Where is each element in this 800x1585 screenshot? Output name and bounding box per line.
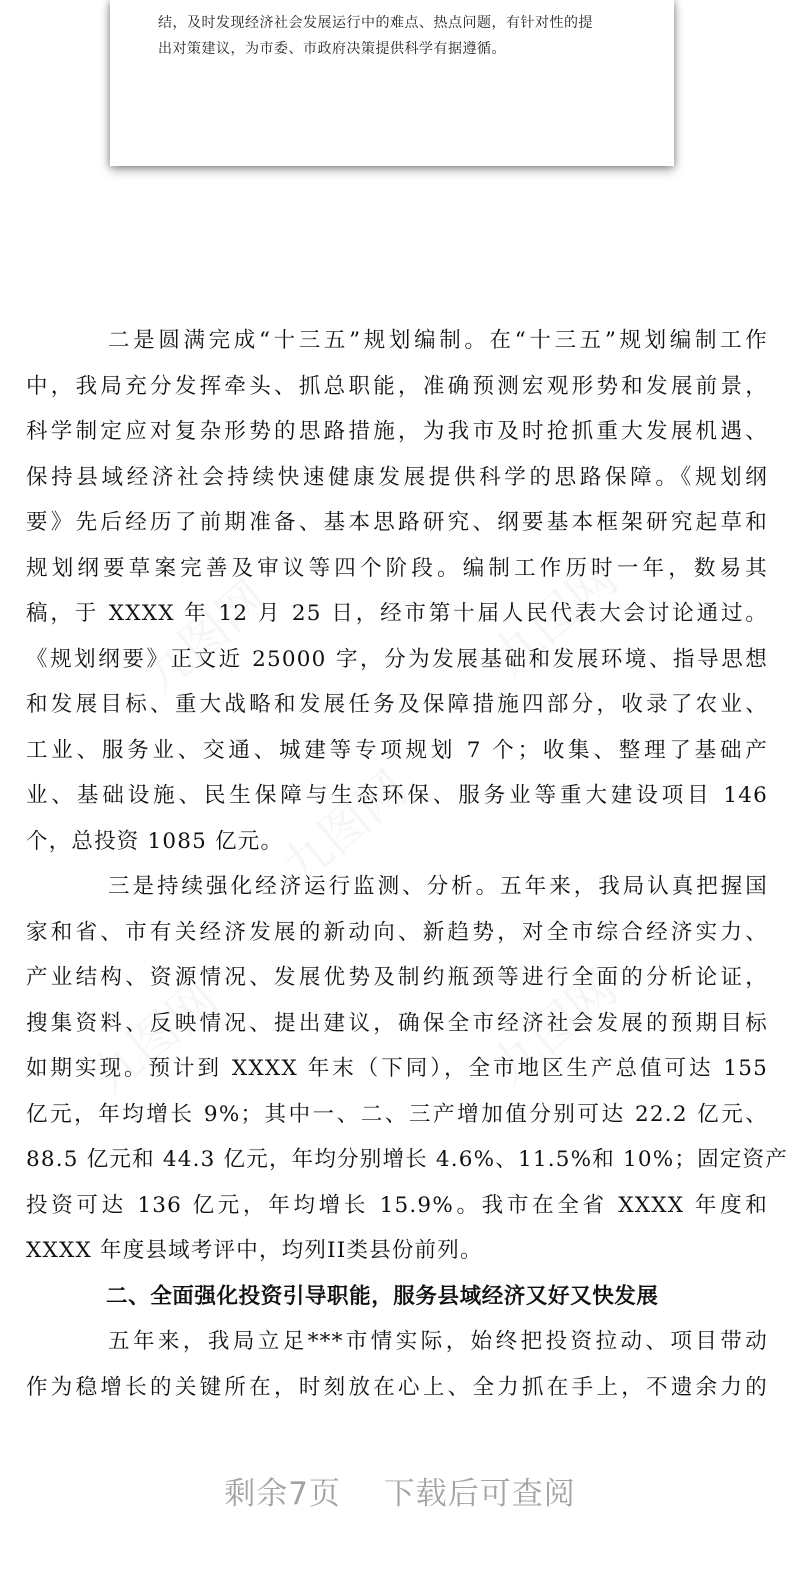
remaining-pages-label: 剩余7页	[224, 1476, 341, 1512]
paragraph-line: 个，总投资 1085 亿元。	[26, 828, 284, 854]
paragraph-line: 科学制定应对复杂形势的思路措施，为我市及时抢抓重大发展机遇、	[26, 419, 768, 444]
watermark: 九图网	[481, 960, 629, 1096]
paragraph-line: 《规划纲要》正文近 25000 字，分为发展基础和发展环境、指导思想	[26, 646, 768, 672]
preview-line: 结，及时发现经济社会发展运行中的难点、热点问题，有针对性的提	[158, 15, 593, 31]
watermark: 九图网	[481, 550, 629, 686]
paragraph-line: 工业、服务业、交通、城建等专项规划 7 个；收集、整理了基础产	[26, 737, 768, 763]
paragraph-line: 88.5 亿元和 44.3 亿元，年均分别增长 4.6%、11.5%和 10%；固定资产	[26, 1147, 788, 1172]
paragraph-line: 五年来，我局立足***市情实际，始终把投资拉动、项目带动	[108, 1329, 768, 1354]
paragraph-line: 要》先后经历了前期准备、基本思路研究、纲要基本框架研究起草和	[26, 510, 768, 535]
paragraph-line: 中，我局充分发挥牵头、抓总职能，准确预测宏观形势和发展前景，	[26, 373, 768, 399]
paragraph-line: 搜集资料、反映情况、提出建议，确保全市经济社会发展的预期目标	[26, 1010, 768, 1036]
paragraph-line: 业、基础设施、民生保障与生态环保、服务业等重大建设项目 146	[26, 783, 768, 808]
preview-line: 出对策建议，为市委、市政府决策提供科学有据遵循。	[158, 41, 506, 57]
remaining-pages-notice[interactable]	[0, 1468, 800, 1513]
paragraph-line: 作为稳增长的关键所在，时刻放在心上、全力抓在手上，不遗余力的	[26, 1374, 768, 1400]
paragraph-line: 规划纲要草案完善及审议等四个阶段。编制工作历时一年，数易其	[26, 555, 768, 581]
watermark: 九图网	[271, 760, 419, 896]
document-body	[26, 318, 788, 1410]
watermark: 九图网	[81, 970, 229, 1106]
paragraph-line: XXXX 年度县域考评中，均列II类县份前列。	[26, 1238, 483, 1263]
paragraph-line: 三是持续强化经济运行监测、分析。五年来，我局认真把握国	[108, 874, 768, 899]
section-heading: 二、全面强化投资引导职能，服务县域经济又好又快发展	[106, 1283, 659, 1309]
paragraph-line: 如期实现。预计到 XXXX 年末（下同），全市地区生产总值可达 155	[26, 1056, 768, 1081]
paragraph-line: 稿，于 XXXX 年 12 月 25 日，经市第十届人民代表大会讨论通过。	[26, 601, 768, 626]
download-hint-label: 下载后可查阅	[383, 1476, 576, 1512]
preview-page-text	[158, 10, 638, 62]
paragraph-line: 二是圆满完成“十三五”规划编制。在“十三五”规划编制工作	[108, 328, 768, 353]
paragraph-line: 亿元，年均增长 9%；其中一、二、三产增加值分别可达 22.2 亿元、	[26, 1101, 768, 1127]
watermark: 九图网	[131, 570, 279, 706]
paragraph-line: 投资可达 136 亿元，年均增长 15.9%。我市在全省 XXXX 年度和	[26, 1192, 768, 1218]
paragraph-line: 产业结构、资源情况、发展优势及制约瓶颈等进行全面的分析论证，	[26, 965, 768, 990]
paragraph-line: 和发展目标、重大战略和发展任务及保障措施四部分，收录了农业、	[26, 692, 768, 717]
paragraph-line: 家和省、市有关经济发展的新动向、新趋势，对全市综合经济实力、	[26, 919, 768, 945]
paragraph-line: 保持县域经济社会持续快速健康发展提供科学的思路保障。《规划纲	[26, 464, 768, 490]
preview-page-card	[110, 0, 674, 166]
